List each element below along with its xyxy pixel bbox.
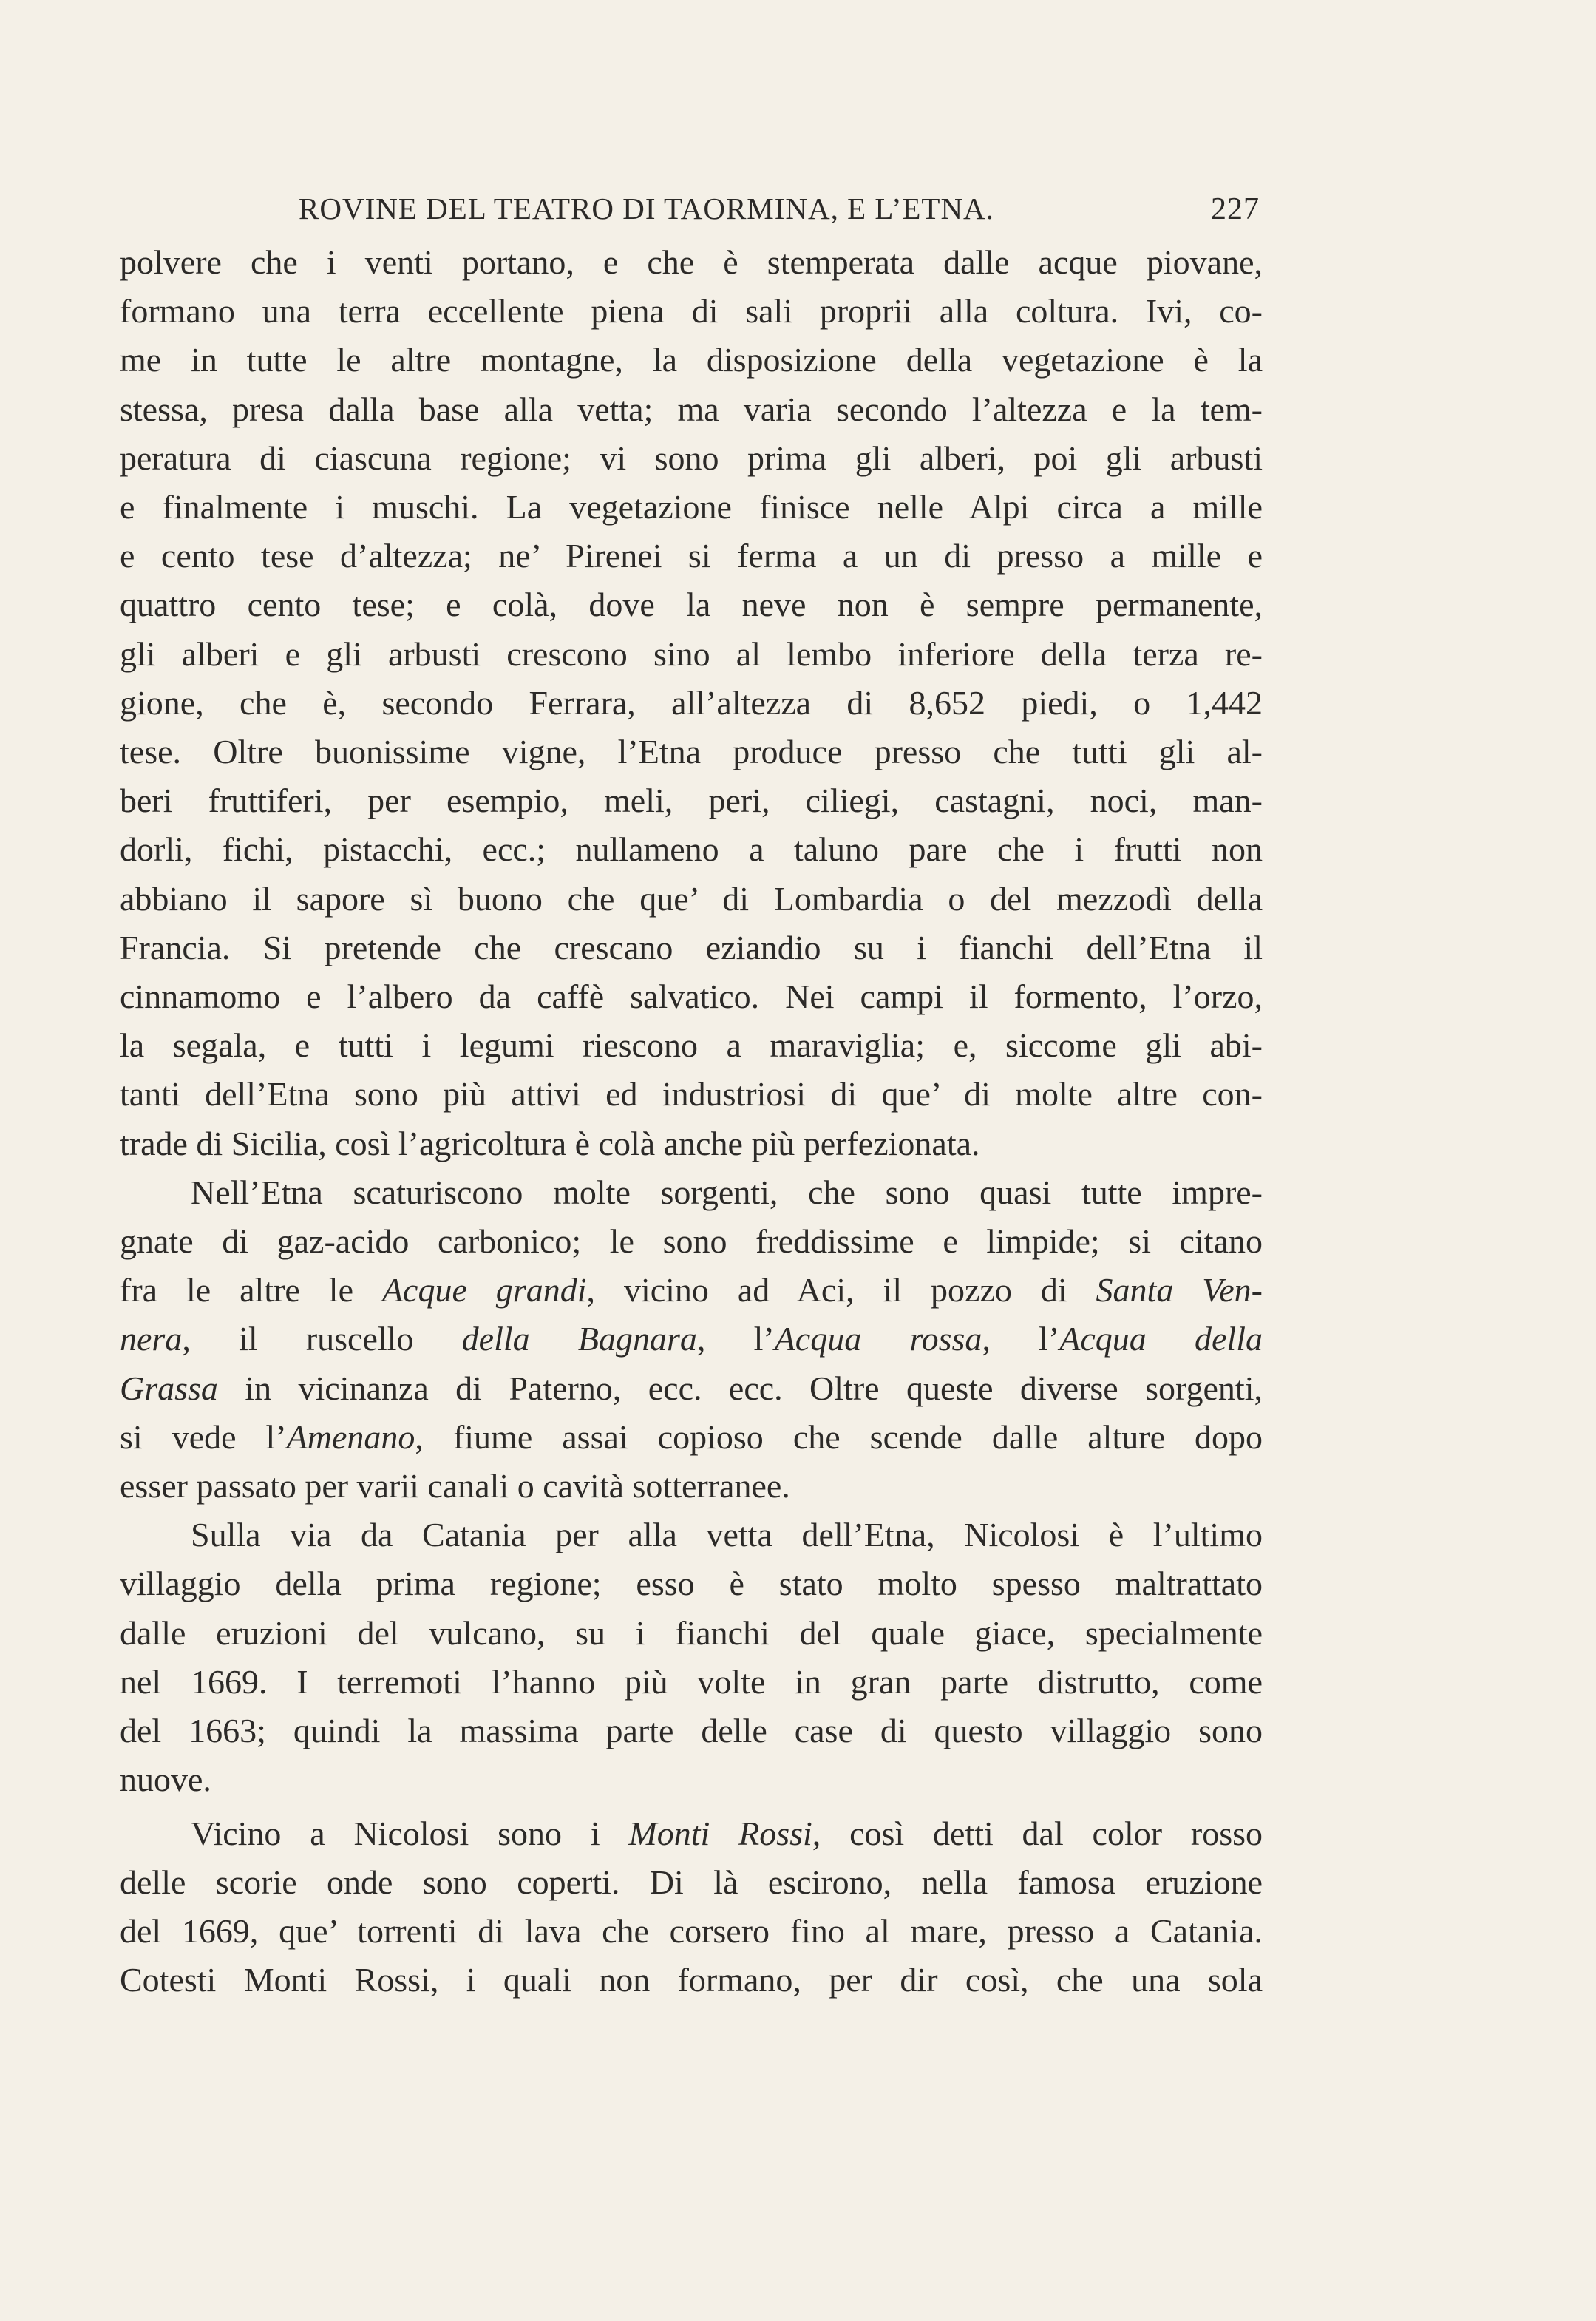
page-body [120, 238, 1263, 2005]
text-line [120, 1364, 1263, 1413]
text-run: Vicino a Nicolosi sono i [191, 1814, 629, 1852]
page-number: 227 [1211, 192, 1260, 226]
italic-name: Santa Ven- [1096, 1271, 1263, 1309]
text-line: delle scorie onde sono coperti. Di là escirono, nella famosa eruzione [120, 1863, 1263, 1901]
text-line: peratura di ciascuna regione; vi sono prima gli alberi, poi gli arbusti [120, 438, 1263, 477]
text-line: Francia. Si pretende che crescano eziandio su i fianchi dell’Etna il [120, 928, 1263, 966]
paragraph-4 [120, 1809, 1263, 2005]
text-line: esser passato per varii canali o cavità sotterranee. [120, 1467, 790, 1505]
italic-name: Acqua della [1059, 1320, 1263, 1358]
text-line: beri fruttiferi, per esempio, meli, peri, ciliegi, castagni, noci, man- [120, 782, 1263, 820]
text-line: cinnamomo e l’albero da caffè salvatico. Nei campi il formento, l’orzo, [120, 977, 1263, 1016]
text-block [120, 191, 1263, 2005]
italic-name: Monti Rossi [628, 1814, 812, 1852]
italic-name: Acqua rossa [774, 1320, 982, 1358]
text-run: , il ruscello [182, 1320, 462, 1358]
paragraph-1 [120, 238, 1263, 1168]
text-run: , fiume assai copioso che scende dalle alture dopo [415, 1417, 1263, 1456]
text-line: quattro cento tese; e colà, dove la neve non è sempre permanente, [120, 586, 1263, 624]
running-title: ROVINE DEL TEATRO DI TAORMINA, E L’ETNA. [299, 192, 994, 226]
text-line: abbiano il sapore sì buono che que’ di Lombardia o del mezzodì della [120, 879, 1263, 918]
text-line: dorli, fichi, pistacchi, ecc.; nullameno a taluno pare che i frutti non [120, 830, 1263, 869]
paragraph-2 [120, 1168, 1263, 1511]
text-line: nel 1669. I terremoti l’hanno più volte in gran parte distrutto, come [120, 1662, 1263, 1701]
text-line: tanti dell’Etna sono più attivi ed industriosi di que’ di molte altre con- [120, 1075, 1263, 1114]
text-line: nuove. [120, 1761, 211, 1799]
text-line: e finalmente i muschi. La vegetazione finisce nelle Alpi circa a mille [120, 488, 1263, 526]
text-line: polvere che i venti portano, e che è stemperata dalle acque piovane, [120, 243, 1263, 281]
text-line: trade di Sicilia, così l’agricoltura è colà anche più perfezionata. [120, 1124, 980, 1162]
text-line: me in tutte le altre montagne, la disposizione della vegetazione è la [120, 341, 1263, 379]
italic-name: Grassa [120, 1369, 218, 1407]
text-line: del 1669, que’ torrenti di lava che corsero fino al mare, presso a Catania. [120, 1911, 1263, 1950]
text-run: , l’ [982, 1320, 1060, 1358]
text-run: , vicino ad Aci, il pozzo di [586, 1271, 1096, 1309]
text-line [120, 1809, 1263, 1858]
text-line: e cento tese d’altezza; ne’ Pirenei si ferma a un di presso a mille e [120, 537, 1263, 575]
text-line: stessa, presa dalla base alla vetta; ma varia secondo l’altezza e la tem- [120, 390, 1263, 428]
text-line: villaggio della prima regione; esso è stato molto spesso maltrattato [120, 1565, 1263, 1603]
text-line [120, 1315, 1263, 1363]
text-line [120, 1266, 1263, 1315]
paragraph-3 [120, 1511, 1263, 1804]
text-run: , così detti dal color rosso [812, 1814, 1263, 1852]
italic-name: Acque grandi [381, 1271, 587, 1309]
text-run: , l’ [696, 1320, 775, 1358]
text-line: dalle eruzioni del vulcano, su i fianchi del quale giace, specialmente [120, 1613, 1263, 1652]
text-line [120, 1413, 1263, 1462]
text-line: del 1663; quindi la massima parte delle case di questo villaggio sono [120, 1712, 1263, 1750]
text-run: fra le altre le [120, 1271, 382, 1309]
text-line: gnate di gaz-acido carbonico; le sono freddissime e limpide; si citano [120, 1222, 1263, 1261]
italic-name: nera [120, 1320, 183, 1358]
italic-name: della Bagnara [461, 1320, 697, 1358]
text-line: Cotesti Monti Rossi, i quali non formano, per dir così, che una sola [120, 1961, 1263, 1999]
text-line: Nell’Etna scaturiscono molte sorgenti, che sono quasi tutte impre- [191, 1173, 1263, 1211]
text-run: in vicinanza di Paterno, ecc. ecc. Oltre queste diverse sorgenti, [217, 1369, 1263, 1407]
italic-name: Amenano [286, 1417, 415, 1456]
text-line: formano una terra eccellente piena di sali proprii alla coltura. Ivi, co- [120, 292, 1263, 331]
text-line: tese. Oltre buonissime vigne, l’Etna produce presso che tutti gli al- [120, 733, 1263, 771]
text-line: la segala, e tutti i legumi riescono a maraviglia; e, siccome gli abi- [120, 1026, 1263, 1065]
text-line: gione, che è, secondo Ferrara, all’altezza di 8,652 piedi, o 1,442 [120, 683, 1263, 722]
text-run: si vede l’ [120, 1417, 287, 1456]
text-line: Sulla via da Catania per alla vetta dell’Etna, Nicolosi è l’ultimo [191, 1516, 1263, 1554]
running-head [120, 191, 1263, 238]
text-line: gli alberi e gli arbusti crescono sino al lembo inferiore della terza re- [120, 634, 1263, 673]
